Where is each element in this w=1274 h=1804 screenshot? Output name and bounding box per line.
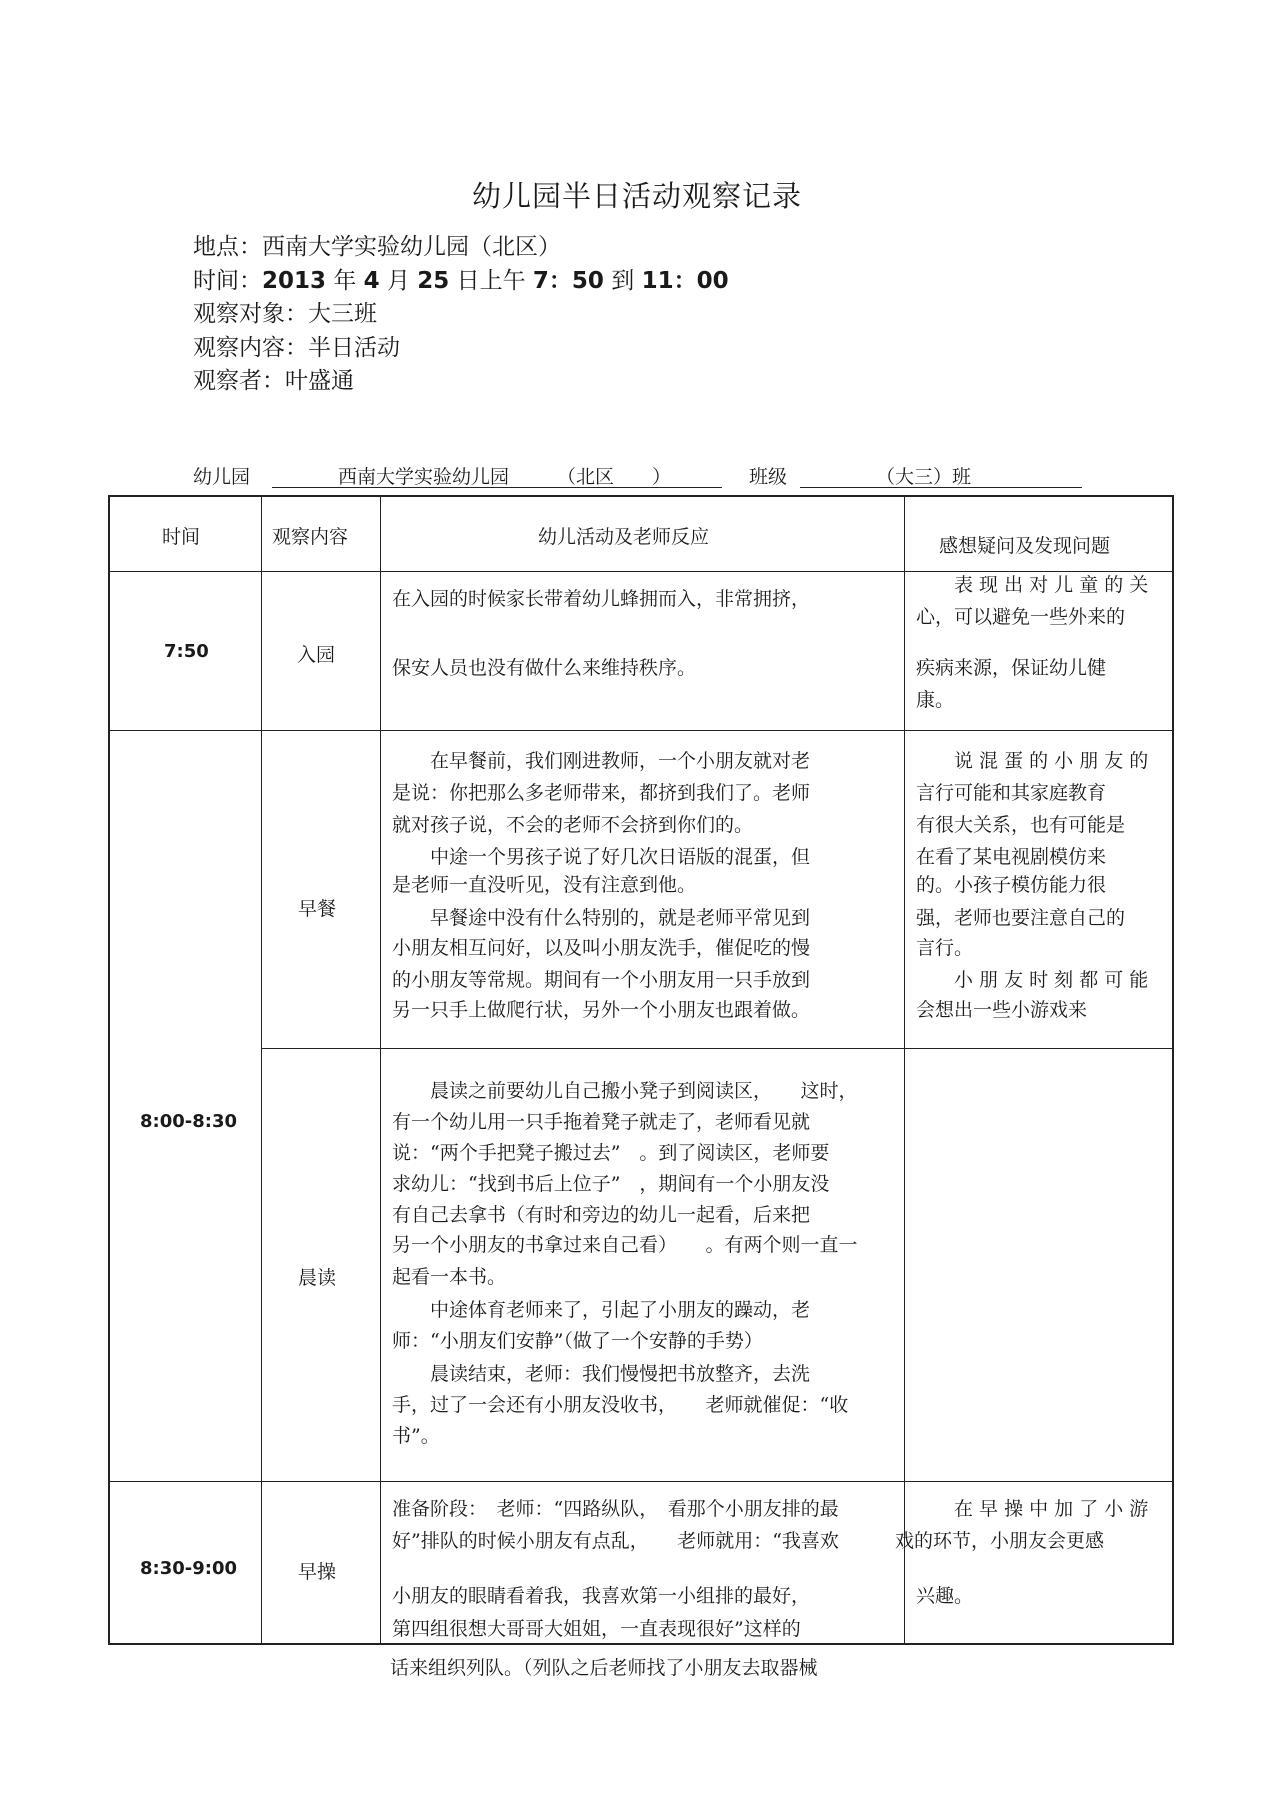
activity-line: 准备阶段： 老师：“四路纵队， 看那个小朋友排的最 [392, 1498, 839, 1520]
class-label: 班级 [749, 466, 788, 488]
activity-line: 另一个小朋友的书拿过来自己看） 。有两个则一直一 [392, 1234, 858, 1256]
activity-line: 另一只手上做爬行状，另外一个小朋友也跟着做。 [392, 999, 811, 1021]
observation-table [108, 495, 1174, 1645]
info-time [193, 262, 729, 295]
reflection-line: 会想出一些小游戏来 [916, 999, 1088, 1021]
row-time: 8:00-8:30 [140, 1111, 238, 1132]
class-value: （大三）班 [876, 466, 972, 488]
activity-line: 师：“小朋友们安静”（做了一个安静的手势） [392, 1330, 763, 1352]
info-subject: 观察对象：大三班 [193, 301, 377, 327]
reflection-line: 兴趣。 [916, 1585, 974, 1607]
activity-line: 有自己去拿书（有时和旁边的幼儿一起看，后来把 [392, 1204, 811, 1226]
row-divider [110, 730, 1174, 731]
reflection-line: 的。小孩子模仿能力很 [916, 874, 1107, 896]
district-value: （北区 ） [557, 466, 672, 488]
row-item: 早操 [298, 1561, 337, 1583]
kindergarten-underline [272, 487, 722, 488]
info-time-part: 年 [326, 268, 364, 294]
activity-line: 有一个幼儿用一只手拖着凳子就走了，老师看见就 [392, 1111, 811, 1133]
reflection-line: 在 早 操 中 加 了 小 游 [916, 1498, 1149, 1520]
info-time-part: 到 [603, 268, 642, 294]
reflection-line: 疾病来源，保证幼儿健 [916, 657, 1107, 679]
activity-line: 是老师一直没听见，没有注意到他。 [392, 874, 697, 896]
activity-line: 就对孩子说，不会的老师不会挤到你们的。 [392, 814, 754, 836]
activity-line: 求幼儿：“找到书后上位子” ，期间有一个小朋友没 [392, 1173, 830, 1195]
info-time-label: 时间： [193, 268, 262, 294]
reflection-line: 在看了某电视剧模仿来 [916, 846, 1107, 868]
reflection-line: 戏的环节，小朋友会更感 [895, 1530, 1105, 1552]
reflection-line: 表 现 出 对 儿 童 的 关 [916, 574, 1149, 596]
row-time: 7:50 [164, 641, 209, 662]
activity-line: 中途一个男孩子说了好几次日语版的混蛋，但 [392, 846, 811, 868]
activity-line: 起看一本书。 [392, 1266, 507, 1288]
info-location: 地点：西南大学实验幼儿园（北区） [193, 234, 561, 260]
activity-line: 是说：你把那么多老师带来，都挤到我们了。老师 [392, 782, 811, 804]
col-divider [904, 497, 905, 1645]
col-divider [380, 497, 381, 1645]
row-item: 入园 [297, 644, 336, 666]
activity-line: 晨读结束，老师：我们慢慢把书放整齐，去洗 [392, 1363, 811, 1385]
class-underline [800, 487, 1082, 488]
info-time-year: 2013 [262, 268, 327, 294]
kindergarten-label: 幼儿园 [193, 466, 251, 488]
reflection-line: 强，老师也要注意自己的 [916, 907, 1126, 929]
row-item: 早餐 [298, 898, 337, 920]
activity-overflow-line: 话来组织列队。（列队之后老师找了小朋友去取器械 [390, 1657, 818, 1679]
reflection-line: 小 朋 友 时 刻 都 可 能 [916, 969, 1149, 991]
activity-line: 早餐途中没有什么特别的，就是老师平常见到 [392, 907, 811, 929]
info-time-end: 11：00 [641, 268, 729, 294]
activity-line: 手，过了一会还有小朋友没收书， 老师就催促：“收 [392, 1394, 849, 1416]
info-time-part: 日上午 [449, 268, 533, 294]
header-time: 时间 [162, 526, 201, 548]
activity-line: 在早餐前，我们刚进教师，一个小朋友就对老 [392, 750, 811, 772]
reflection-line: 康。 [916, 689, 955, 711]
info-time-start: 7：50 [532, 268, 604, 294]
reflection-line: 说 混 蛋 的 小 朋 友 的 [916, 750, 1149, 772]
header-activity: 幼儿活动及老师反应 [538, 526, 710, 548]
reflection-line: 有很大关系，也有可能是 [916, 814, 1126, 836]
activity-line: 的小朋友等常规。期间有一个小朋友用一只手放到 [392, 969, 811, 991]
activity-line: 保安人员也没有做什么来维持秩序。 [392, 657, 697, 679]
activity-line: 说：“两个手把凳子搬过去” 。到了阅读区，老师要 [392, 1142, 830, 1164]
activity-line: 在入园的时候家长带着幼儿蜂拥而入，非常拥挤， [392, 588, 811, 610]
reflection-line: 心，可以避免一些外来的 [916, 606, 1126, 628]
info-time-day: 25 [417, 268, 450, 294]
row-divider [261, 1048, 1174, 1049]
activity-line: 中途体育老师来了，引起了小朋友的躁动，老 [392, 1299, 811, 1321]
reflection-line: 言行可能和其家庭教育 [916, 782, 1107, 804]
info-time-month: 4 [363, 268, 380, 294]
activity-line: 晨读之前要幼儿自己搬小凳子到阅读区， 这时， [392, 1080, 858, 1102]
row-time: 8:30-9:00 [140, 1558, 238, 1579]
col-divider [261, 497, 262, 1645]
header-reflection: 感想疑问及发现问题 [939, 535, 1111, 557]
row-divider [110, 1481, 1174, 1482]
info-observer: 观察者：叶盛通 [193, 368, 354, 394]
row-item: 晨读 [298, 1267, 337, 1289]
info-content: 观察内容：半日活动 [193, 335, 400, 361]
activity-line: 小朋友相互问好，以及叫小朋友洗手，催促吃的慢 [392, 937, 811, 959]
activity-line: 好”排队的时候小朋友有点乱， 老师就用：“我喜欢 [392, 1530, 839, 1552]
reflection-line: 言行。 [916, 937, 974, 959]
kindergarten-value: 西南大学实验幼儿园 [338, 466, 510, 488]
activity-line: 第四组很想大哥哥大姐姐，一直表现很好”这样的 [392, 1618, 801, 1640]
header-item: 观察内容 [272, 526, 349, 548]
page-title: 幼儿园半日活动观察记录 [471, 179, 802, 213]
info-time-part: 月 [379, 268, 418, 294]
activity-line: 书”。 [392, 1425, 440, 1447]
activity-line: 小朋友的眼睛看着我，我喜欢第一小组排的最好， [392, 1585, 811, 1607]
